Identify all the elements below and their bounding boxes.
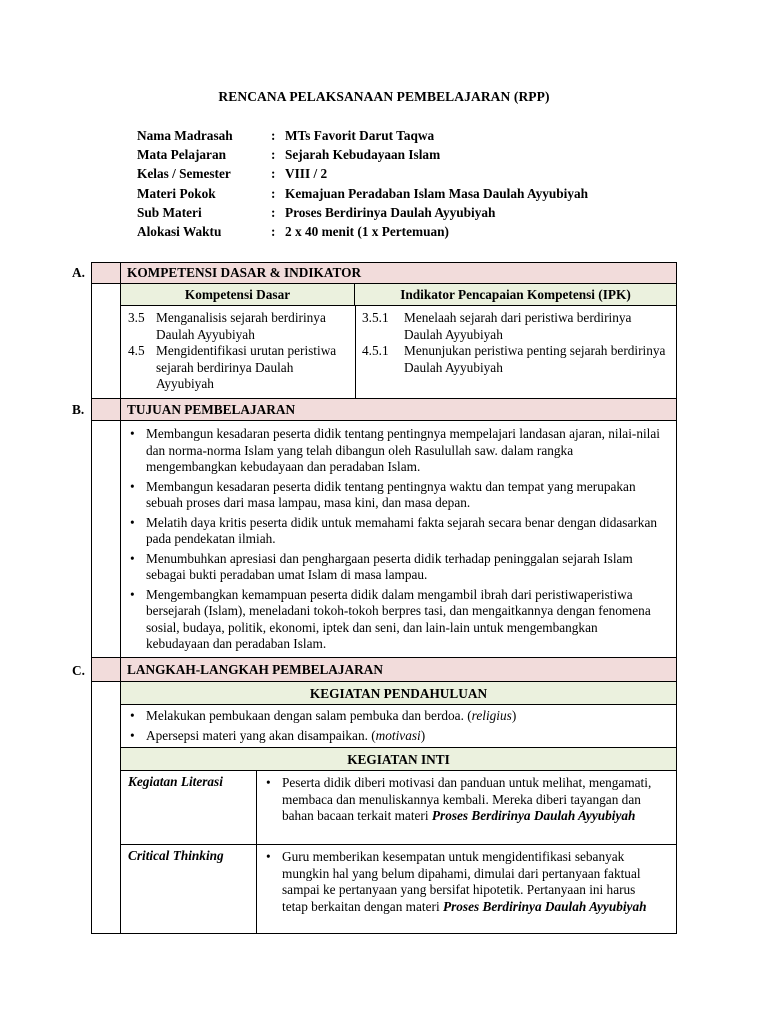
inti-content-cell: [256, 770, 677, 845]
pendahuluan-cell: [120, 704, 677, 748]
pendahuluan-item: • Melakukan pembukaan dengan salam pembuka dan berdoa. (religius): [124, 708, 666, 725]
identity-row: [137, 222, 588, 241]
section-c-left-cell: [91, 681, 121, 934]
inti-item: • Guru memberikan kesempatan untuk mengidentifikasi sebanyak mungkin hal yang belum dipahami, dimulai dari pertanyaan faktual sampai ke pertanyaan yang bersifat hipotetik. Pertanyaan ini harus tetap berkaitan dengan materi Proses Berdirinya Daulah Ayyubiyah: [260, 849, 662, 915]
objective-item: • Melatih daya kritis peserta didik untuk memahami fakta sejarah secara benar dengan didasarkan pada pendekatan ilmiah.: [124, 515, 660, 548]
inti-item: • Peserta didik diberi motivasi dan panduan untuk melihat, mengamati, membaca dan menuliskannya kembali. Mereka diberi tayangan dan bahan bacaan terkait materi Proses Berdirinya Daulah Ayyubiyah: [260, 775, 662, 825]
section-a-number: A.: [72, 265, 85, 280]
identity-colon: :: [271, 224, 276, 240]
identity-row: [137, 184, 588, 203]
section-b-left-cell: [91, 420, 121, 658]
identity-colon: :: [271, 185, 276, 201]
identity-colon: :: [271, 147, 276, 163]
identity-label: Sub Materi: [137, 204, 202, 220]
inti-label-cell: [120, 770, 257, 845]
column-divider: [355, 306, 356, 398]
section-c-heading: LANGKAH-LANGKAH PEMBELAJARAN: [120, 657, 677, 682]
objectives-cell: [120, 420, 677, 658]
objective-item: • Menumbuhkan apresiasi dan penghargaan peserta didik terhadap peninggalan sejarah Islam sebagai bukti peradaban umat Islam di masa lampau.: [124, 551, 660, 584]
pendahuluan-item: • Apersepsi materi yang akan disampaikan. (motivasi): [124, 728, 666, 745]
section-c-number: C.: [72, 663, 85, 678]
identity-value: MTs Favorit Darut Taqwa: [285, 128, 435, 143]
identity-label: Mata Pelajaran: [137, 147, 226, 163]
section-a-heading: KOMPETENSI DASAR & INDIKATOR: [120, 262, 677, 284]
inti-content-cell: [256, 844, 677, 934]
objective-item: • Membangun kesadaran peserta didik tentang pentingnya mempelajari landasan ajaran, nilai-nilai dan norma-norma Islam yang telah dibangun oleh Rasulullah saw. dalam rangka mengembangkan kebudayaan dan peradaban Islam.: [124, 426, 660, 476]
pendahuluan-heading: KEGIATAN PENDAHULUAN: [120, 681, 677, 705]
ipk-column-header: Indikator Pencapaian Kompetensi (IPK): [355, 284, 676, 306]
identity-label: Kelas / Semester: [137, 166, 231, 182]
section-c-marker-cell: [91, 657, 121, 682]
identity-row: [137, 126, 588, 145]
identity-label: Nama Madrasah: [137, 128, 233, 143]
kd-list: [128, 310, 353, 393]
inti-heading: KEGIATAN INTI: [120, 747, 677, 771]
document-title: RENCANA PELAKSANAAN PEMBELAJARAN (RPP): [218, 89, 550, 104]
section-b-number: B.: [72, 402, 85, 417]
identity-value: 2 x 40 menit (1 x Pertemuan): [285, 224, 449, 240]
inti-label: Kegiatan Literasi: [128, 774, 223, 789]
inti-label-cell: [120, 844, 257, 934]
identity-colon: :: [271, 128, 276, 143]
identity-row: [137, 164, 588, 183]
identity-row: [137, 203, 588, 222]
objectives-list: [124, 426, 660, 653]
identity-value: Sejarah Kebudayaan Islam: [285, 147, 441, 163]
identity-label: Materi Pokok: [137, 185, 216, 201]
kd-item: 3.5 Menganalisis sejarah berdirinya Daulah Ayyubiyah: [128, 310, 326, 342]
section-b-heading: TUJUAN PEMBELAJARAN: [120, 398, 677, 421]
inti-label: Critical Thinking: [128, 848, 224, 863]
ipk-list: [362, 310, 672, 376]
pendahuluan-list: [124, 708, 666, 744]
identity-value: VIII / 2: [285, 166, 328, 182]
objective-item: • Mengembangkan kemampuan peserta didik dalam mengambil ibrah dari peristiwaperistiwa bersejarah (Islam), meneladani tokoh-tokoh berpres tasi, dan mengaitkannya dengan fenomena sosial, budaya, politik, ekonomi, iptek dan seni, dan lain-lain untuk mengembangkan kebudayaan dan peradaban Islam.: [124, 587, 660, 653]
identity-value: Proses Berdirinya Daulah Ayyubiyah: [285, 204, 496, 220]
identity-row: [137, 145, 588, 164]
kd-column-header: Kompetensi Dasar: [121, 284, 355, 306]
identity-value: Kemajuan Peradaban Islam Masa Daulah Ayyubiyah: [285, 185, 589, 201]
ipk-item: 4.5.1 Menunjukan peristiwa penting sejarah berdirinya Daulah Ayyubiyah: [362, 343, 666, 375]
kd-item: 4.5 Mengidentifikasi urutan peristiwa sejarah berdirinya Daulah Ayyubiyah: [128, 343, 337, 391]
identity-colon: :: [271, 204, 276, 220]
identity-block: [137, 126, 588, 241]
ipk-item: 3.5.1 Menelaah sejarah dari peristiwa berdirinya Daulah Ayyubiyah: [362, 310, 632, 342]
section-a-left-cell: [91, 283, 121, 399]
identity-label: Alokasi Waktu: [137, 224, 222, 240]
section-a-marker-cell: [91, 262, 121, 284]
kd-table: [120, 283, 677, 399]
identity-colon: :: [271, 166, 276, 182]
section-b-marker-cell: [91, 398, 121, 421]
objective-item: • Membangun kesadaran peserta didik tentang pentingnya waktu dan tempat yang merupakan sebuah proses dari masa lampau, masa kini, dan masa depan.: [124, 479, 660, 512]
